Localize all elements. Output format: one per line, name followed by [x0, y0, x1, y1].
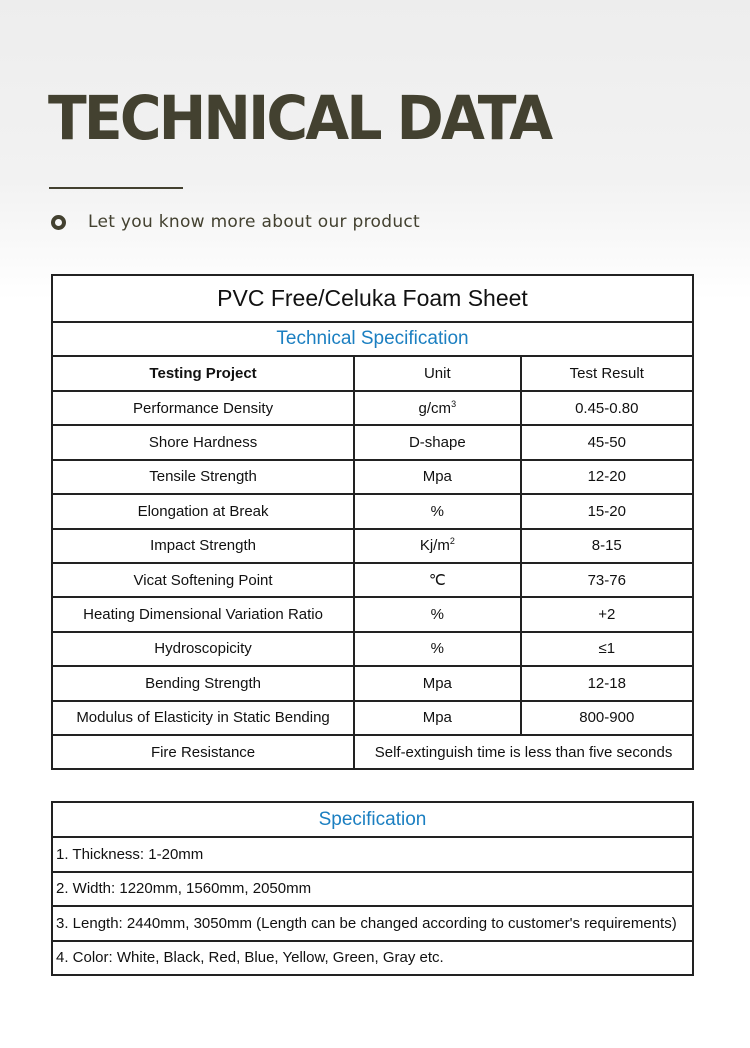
list-item	[52, 872, 693, 907]
subtitle: Let you know more about our product	[88, 212, 421, 232]
testing-project: Tensile Strength	[52, 460, 354, 494]
specification-table	[51, 801, 694, 976]
product-title: PVC Free/Celuka Foam Sheet	[52, 275, 693, 322]
testing-project: Shore Hardness	[52, 425, 354, 459]
testing-project: Hydroscopicity	[52, 632, 354, 666]
test-result: 12-20	[521, 460, 693, 494]
testing-project: Heating Dimensional Variation Ratio	[52, 597, 354, 631]
table-row	[52, 460, 693, 494]
column-header-unit: Unit	[354, 356, 520, 391]
section-row	[52, 322, 693, 356]
unit: $Kj/m^2$	[354, 529, 520, 563]
testing-project: Modulus of Elasticity in Static Bending	[52, 701, 354, 735]
spec-color: 4. Color: White, Black, Red, Blue, Yellow, Green, Gray etc.	[52, 941, 693, 976]
table-row	[52, 391, 693, 425]
table-row	[52, 666, 693, 700]
unit: $g/cm^3$	[354, 391, 520, 425]
section-title: Specification	[52, 802, 693, 837]
unit: Mpa	[354, 460, 520, 494]
table-row	[52, 563, 693, 597]
spec-thickness: 1. Thickness: 1-20mm	[52, 837, 693, 872]
testing-project: Performance Density	[52, 391, 354, 425]
column-header-row	[52, 356, 693, 391]
testing-project: Impact Strength	[52, 529, 354, 563]
unit: %	[354, 632, 520, 666]
table-row	[52, 632, 693, 666]
test-result: 800-900	[521, 701, 693, 735]
testing-project: Bending Strength	[52, 666, 354, 700]
table-title-row	[52, 275, 693, 322]
spec-length: 3. Length: 2440mm, 3050mm (Length can be changed according to customer's requirements)	[52, 906, 693, 941]
unit: %	[354, 597, 520, 631]
test-result: ≤1	[521, 632, 693, 666]
unit: D-shape	[354, 425, 520, 459]
testing-project: Fire Resistance	[52, 735, 354, 769]
test-result: Self-extinguish time is less than five seconds	[354, 735, 693, 769]
title-underline	[49, 187, 183, 189]
unit: Mpa	[354, 701, 520, 735]
test-result: 45-50	[521, 425, 693, 459]
test-result: 73-76	[521, 563, 693, 597]
test-result: 12-18	[521, 666, 693, 700]
page-title: TECHNICAL DATA	[48, 83, 551, 154]
table-row	[52, 701, 693, 735]
unit: Mpa	[354, 666, 520, 700]
unit: ℃	[354, 563, 520, 597]
column-header-testing-project: Testing Project	[52, 356, 354, 391]
test-result: 0.45-0.80	[521, 391, 693, 425]
section-row	[52, 802, 693, 837]
test-result: +2	[521, 597, 693, 631]
testing-project: Elongation at Break	[52, 494, 354, 528]
table-row	[52, 597, 693, 631]
list-item	[52, 941, 693, 976]
test-result: 15-20	[521, 494, 693, 528]
table-row	[52, 425, 693, 459]
section-title: Technical Specification	[52, 322, 693, 356]
list-item	[52, 906, 693, 941]
table-row-fire-resistance	[52, 735, 693, 769]
ring-bullet-icon	[51, 215, 66, 230]
technical-specification-table	[51, 274, 694, 770]
table-row	[52, 529, 693, 563]
test-result: 8-15	[521, 529, 693, 563]
list-item	[52, 837, 693, 872]
unit: %	[354, 494, 520, 528]
column-header-test-result: Test Result	[521, 356, 693, 391]
subtitle-row	[51, 212, 420, 232]
testing-project: Vicat Softening Point	[52, 563, 354, 597]
table-row	[52, 494, 693, 528]
spec-width: 2. Width: 1220mm, 1560mm, 2050mm	[52, 872, 693, 907]
